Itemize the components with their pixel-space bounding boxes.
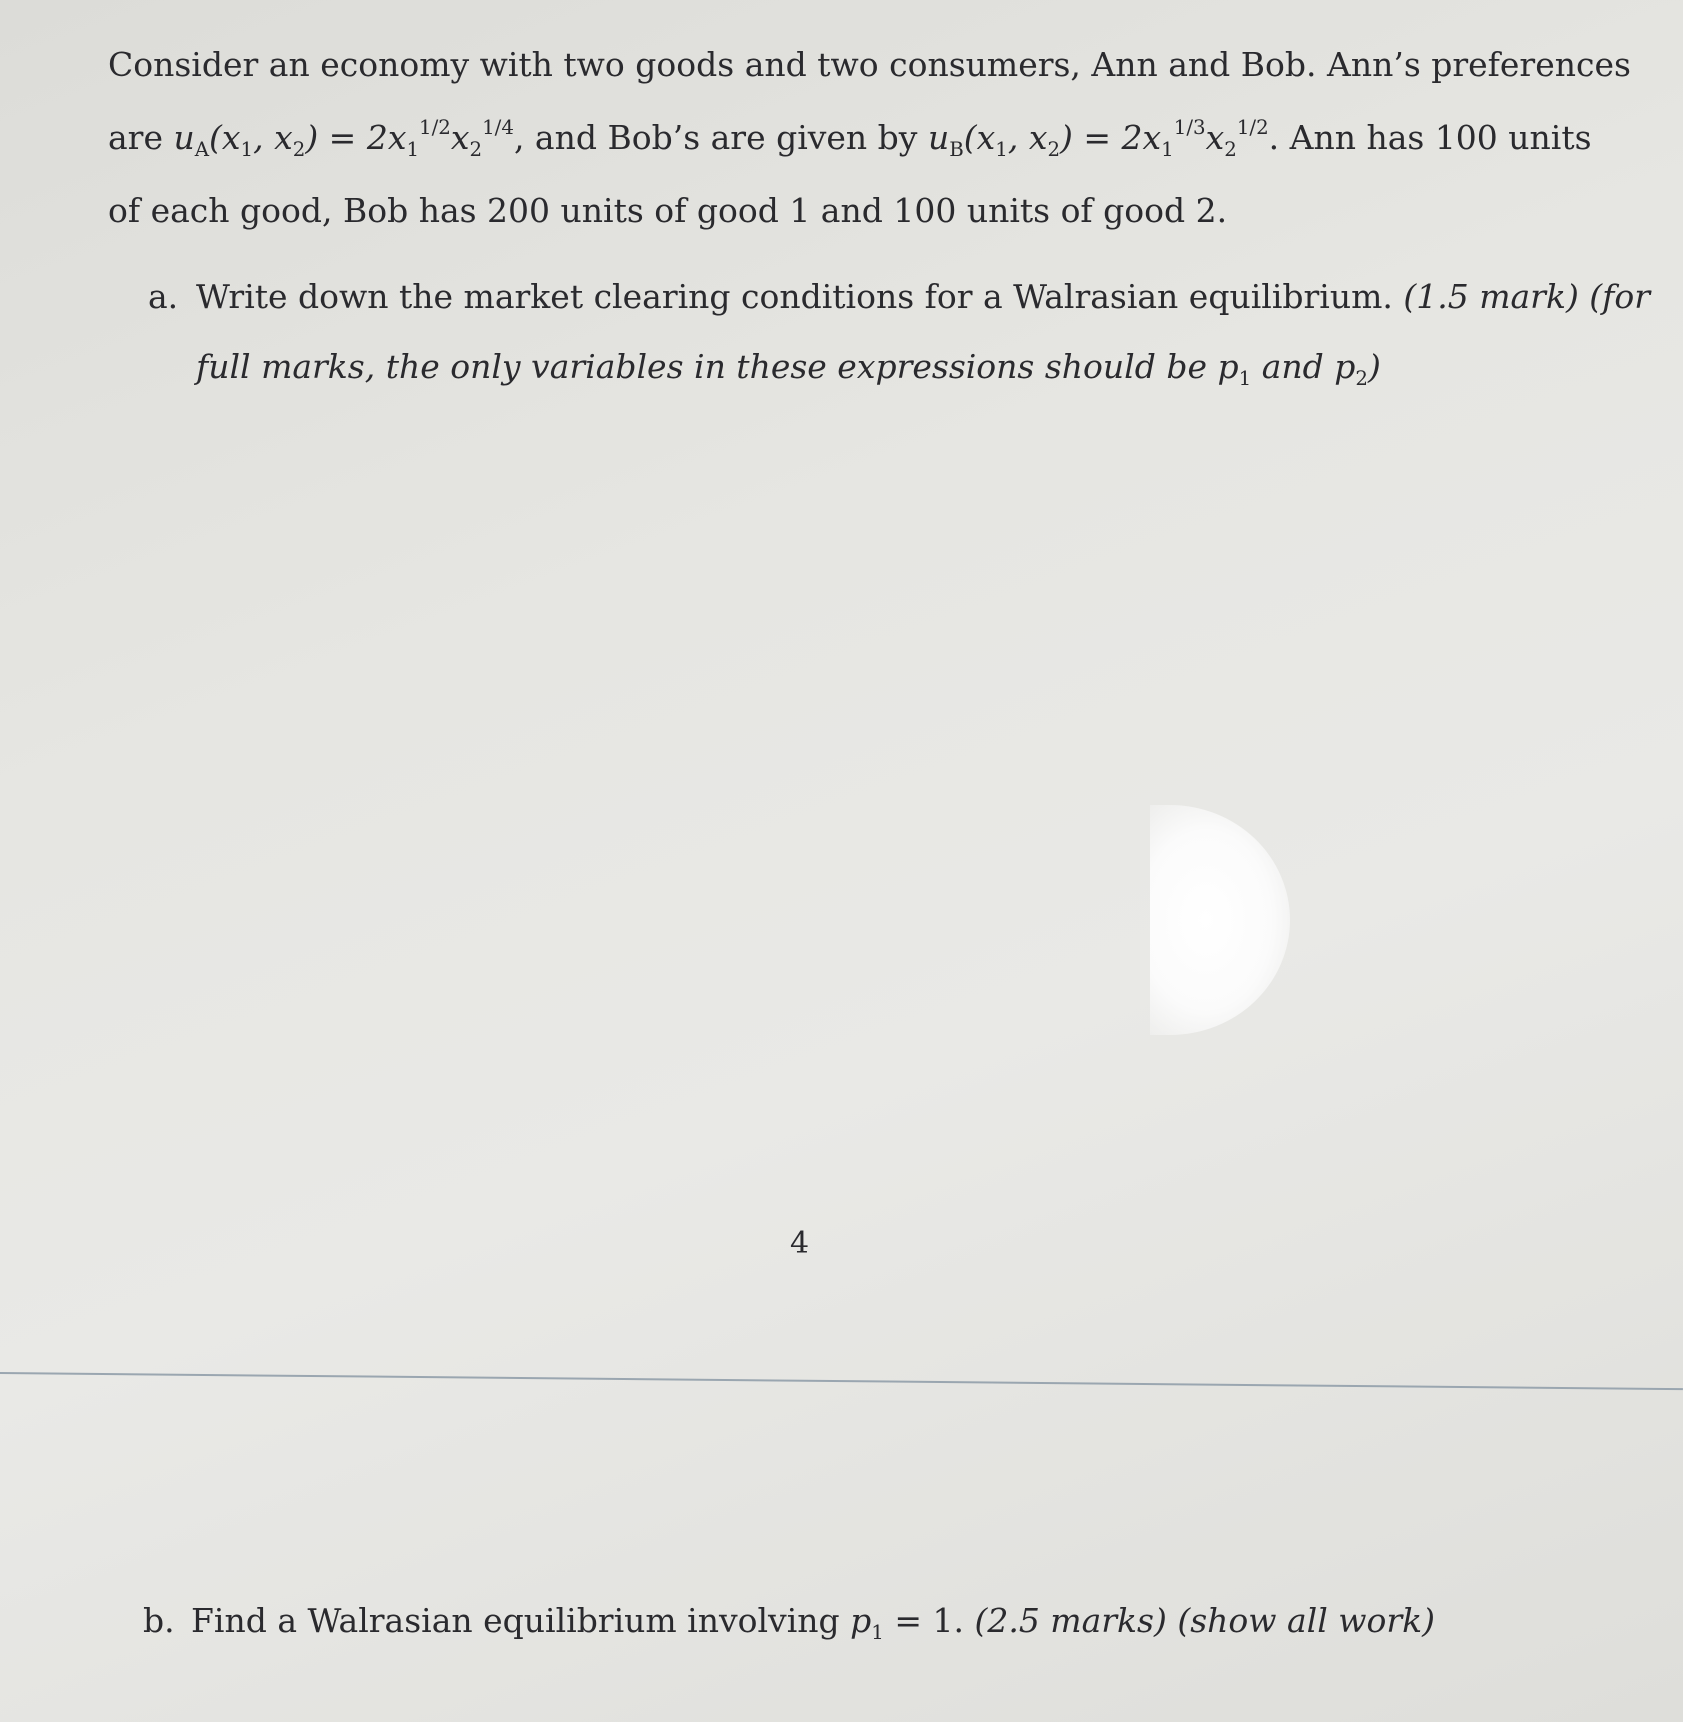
- camera-glare: [1150, 805, 1290, 1035]
- question-a-marks: (1.5 mark) (for: [1403, 277, 1651, 316]
- page-number: 4: [790, 1226, 810, 1261]
- question-b-text: Find a Walrasian equilibrium involving: [191, 1601, 851, 1640]
- question-a-label: a.: [148, 277, 179, 316]
- question-b: b. Find a Walrasian equilibrium involving $p_1 = 1$. (2.5 marks) (show all work): [143, 1586, 1435, 1656]
- question-a-text: Write down the market clearing conditions for a Walrasian equilibrium.: [196, 277, 1404, 316]
- question-b-price-condition: $p_1$: [850, 1601, 884, 1644]
- question-a: [148, 262, 1650, 402]
- bob-utility-formula: $u_B(x_1$, $x_2) = 2x_1^{1/3}x_2^{1/2}$: [927, 116, 1269, 161]
- intro-line-2: are $u_A(x_1$, $x_2) = 2x_1^{1/2}x_2^{1/4}$, and Bob’s are given by $u_B(x_1$, $x_2) = 2x_1^{1/3}x_2^{1/2}$. Ann has 100 units: [108, 116, 1592, 161]
- question-b-marks: (2.5 marks) (show all work): [974, 1601, 1436, 1640]
- intro-line-1: Consider an economy with two goods and two consumers, Ann and Bob. Ann’s preferences: [108, 45, 1631, 84]
- question-b-label: b.: [143, 1601, 175, 1640]
- page-divider: [0, 1372, 1683, 1390]
- intro-line-3: of each good, Bob has 200 units of good 1 and 100 units of good 2.: [108, 191, 1228, 230]
- question-a-instruction: full marks, the only variables in these expressions should be $p_1$ and $p_2$): [196, 347, 1381, 390]
- problem-intro: [108, 28, 1631, 247]
- ann-utility-formula: $u_A(x_1$, $x_2) = 2x_1^{1/2}x_2^{1/4}$: [173, 116, 514, 161]
